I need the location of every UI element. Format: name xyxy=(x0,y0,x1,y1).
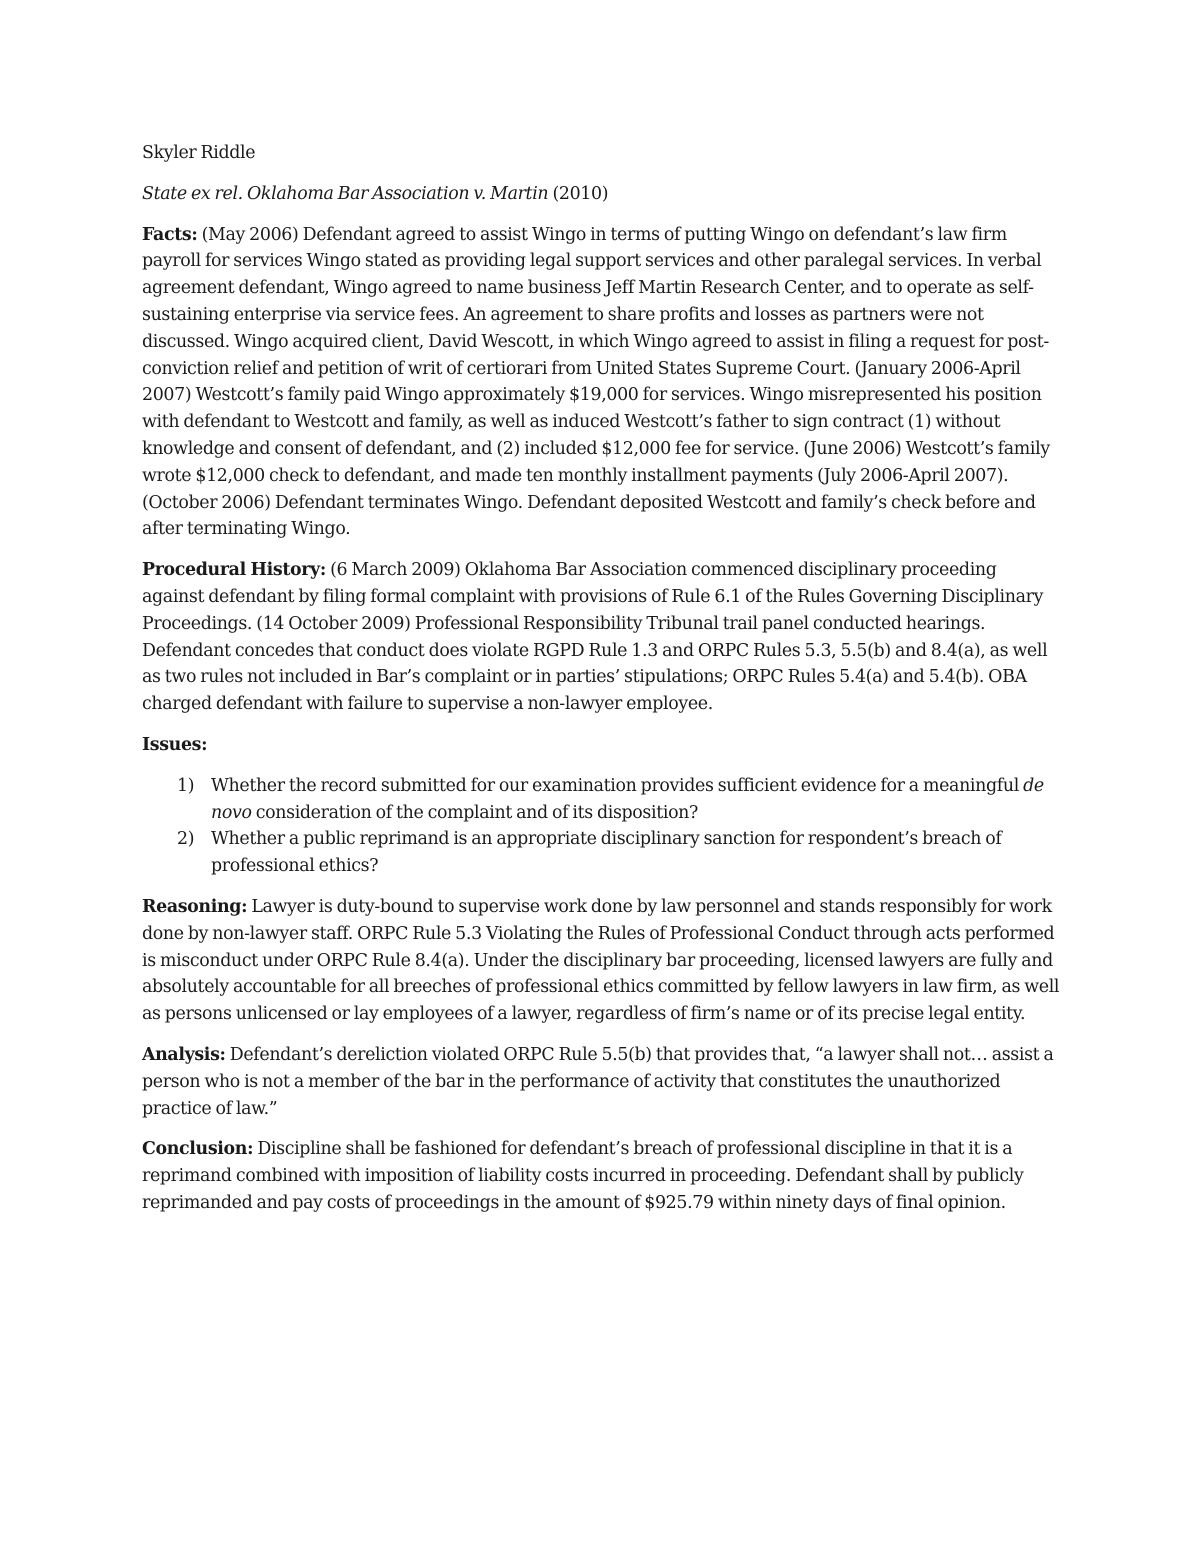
facts-section xyxy=(142,222,1062,544)
issue-text: Whether a public reprimand is an appropriate disciplinary sanction for respondent’s breach of professional ethics? xyxy=(211,829,1002,877)
issues-heading xyxy=(142,732,1062,759)
case-year: (2010) xyxy=(548,183,609,204)
issue-text-after: consideration of the complaint and of its disposition? xyxy=(251,802,699,823)
author-name: Skyler Riddle xyxy=(142,143,256,163)
issue-text: Whether the record submitted for our examination provides sufficient evidence for a meaningful xyxy=(211,775,1024,796)
issue-number: 2) xyxy=(177,829,195,850)
conclusion-label: Conclusion: xyxy=(142,1139,254,1160)
procedural-history-section xyxy=(142,557,1062,718)
conclusion-text: Discipline shall be fashioned for defendant’s breach of professional discipline in that it is a reprimand combined with imposition of liability costs incurred in proceeding. Defendant shall by publicly reprimanded and pay costs of proceedings in the amount of $925.79 within ninety days of final opinion. xyxy=(142,1139,1024,1213)
case-title xyxy=(142,181,1062,208)
reasoning-text: Lawyer is duty-bound to supervise work done by law personnel and stands responsibly for work done by non-lawyer staff. ORPC Rule 5.3 Violating the Rules of Professional Conduct through acts performed is misconduct under ORPC Rule 8.4(a). Under the disciplinary bar proceeding, licensed lawyers are fully and absolutely accountable for all breeches of professional ethics committed by fellow lawyers in law firm, as well as persons unlicensed or lay employees of a lawyer, regardless of firm’s name or of its precise legal entity. xyxy=(142,896,1060,1025)
procedural-history-text: (6 March 2009) Oklahoma Bar Association commenced disciplinary proceeding against defendant by filing formal complaint with provisions of Rule 6.1 of the Rules Governing Disciplinary Proceedings. (14 October 2009) Professional Responsibility Tribunal trail panel conducted hearings. Defendant concedes that conduct does violate RGPD Rule 1.3 and ORPC Rules 5.3, 5.5(b) and 8.4(a), as well as two rules not included in Bar’s complaint or in parties’ stipulations; ORPC Rules 5.4(a) and 5.4(b). OBA charged defendant with failure to supervise a non-lawyer employee. xyxy=(142,560,1048,715)
reasoning-label: Reasoning: xyxy=(142,896,248,917)
reasoning-section xyxy=(142,894,1062,1028)
case-name: State ex rel. Oklahoma Bar Association v. Martin xyxy=(142,183,549,204)
facts-text: (May 2006) Defendant agreed to assist Wingo in terms of putting Wingo on defendant’s law firm payroll for services Wingo stated as providing legal support services and other paralegal services. In verbal agreement defendant, Wingo agreed to name business Jeff Martin Research Center, and to operate as self-sustaining enterprise via service fees. An agreement to share profits and losses as partners were not discussed. Wingo acquired client, David Wescott, in which Wingo agreed to assist in filing a request for post-conviction relief and petition of writ of certiorari from United States Supreme Court. (January 2006-April 2007) Westcott’s family paid Wingo approximately $19,000 for services. Wingo misrepresented his position with defendant to Westcott and family, as well as induced Westcott’s father to sign contract (1) without knowledge and consent of defendant, and (2) included $12,000 fee for service. (June 2006) Westcott’s family wrote $12,000 check to defendant, and made ten monthly installment payments (July 2006-April 2007). (October 2006) Defendant terminates Wingo. Defendant deposited Westcott and family’s check before and after terminating Wingo. xyxy=(142,224,1050,540)
facts-label: Facts: xyxy=(142,224,198,245)
analysis-text: Defendant’s dereliction violated ORPC Rule 5.5(b) that provides that, “a lawyer shall not… assist a person who is not a member of the bar in the performance of activity that constitutes the unauthorized practice of law.” xyxy=(142,1044,1054,1119)
analysis-section xyxy=(142,1042,1062,1122)
document-body xyxy=(142,140,1062,1231)
analysis-label: Analysis: xyxy=(142,1044,226,1065)
issues-label: Issues: xyxy=(142,734,208,755)
conclusion-section xyxy=(142,1136,1062,1216)
issue-item xyxy=(142,826,1062,880)
issues-list xyxy=(142,773,1062,880)
issue-number: 1) xyxy=(177,775,195,796)
procedural-history-label: Procedural History: xyxy=(142,560,326,581)
issue-italic-term: de novo xyxy=(211,775,1044,823)
issue-item xyxy=(142,773,1062,827)
